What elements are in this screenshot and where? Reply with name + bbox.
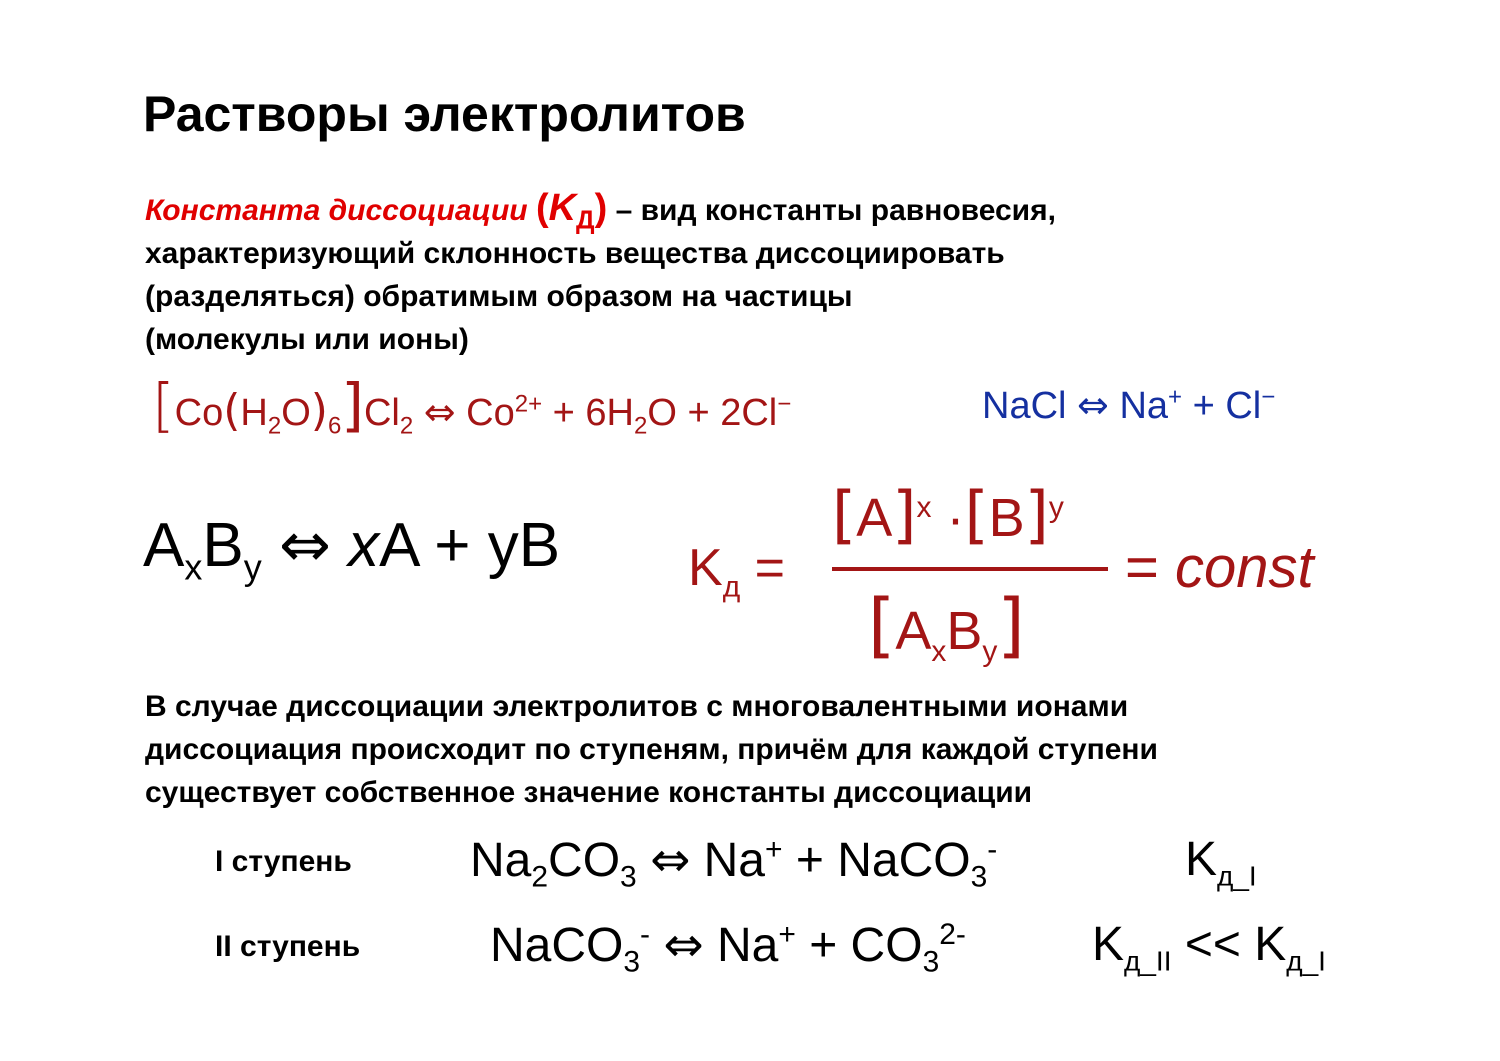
step1-k: $K_{д\_I}$ [1185,833,1257,892]
definition-term: Константа диссоциации [145,194,528,227]
definition-line-1 [145,187,1056,235]
cobalt-equation: $[Co(H_2O)_6]Cl_2$ ⇔ $Co^{2+} + 6H_2O + 2Cl^-$ [152,371,792,440]
multi-line-1: В случае диссоциации электролитов с многовалентными ионами [145,690,1129,723]
general-equation: $A_xB_y$ ⇔ xA + yB [143,508,561,588]
kd-numerator: $[A]^x \cdot[B]^y$ [832,478,1064,551]
page-title: Растворы электролитов [143,86,746,142]
definition-rest: – вид константы равновесия, [607,194,1056,227]
nacl-equation: NaCl ⇔ Na+ + Cl− [982,383,1276,427]
kd-denominator: $[A_xB_y]$ [868,584,1025,668]
definition-line-4: (молекулы или ионы) [145,323,469,356]
fraction-bar [832,567,1108,571]
step2-k: $K_{д\_II} << K_{д\_I}$ [1092,918,1326,977]
step2-equation: NaCO$_3$- ⇔ $Na^+ + CO_3^{2-}$ [490,917,966,979]
step1-equation: $Na_2CO_3$ ⇔ Na+ + NaCO$_3$- [470,832,998,894]
kd-left: $K_д$ = [688,539,786,604]
step1-label: I ступень [215,845,352,878]
kd-symbol: $(K_Д)$ [535,187,608,235]
multi-line-3: существует собственное значение константы диссоциации [145,776,1033,809]
definition-line-2: характеризующий склонность вещества диссоциировать [145,237,1005,270]
step2-label: II ступень [215,930,361,963]
definition-line-3: (разделяться) обратимым образом на частицы [145,280,853,313]
multi-line-2: диссоциация происходит по ступеням, причём для каждой ступени [145,733,1158,766]
kd-const: = const [1125,535,1314,600]
